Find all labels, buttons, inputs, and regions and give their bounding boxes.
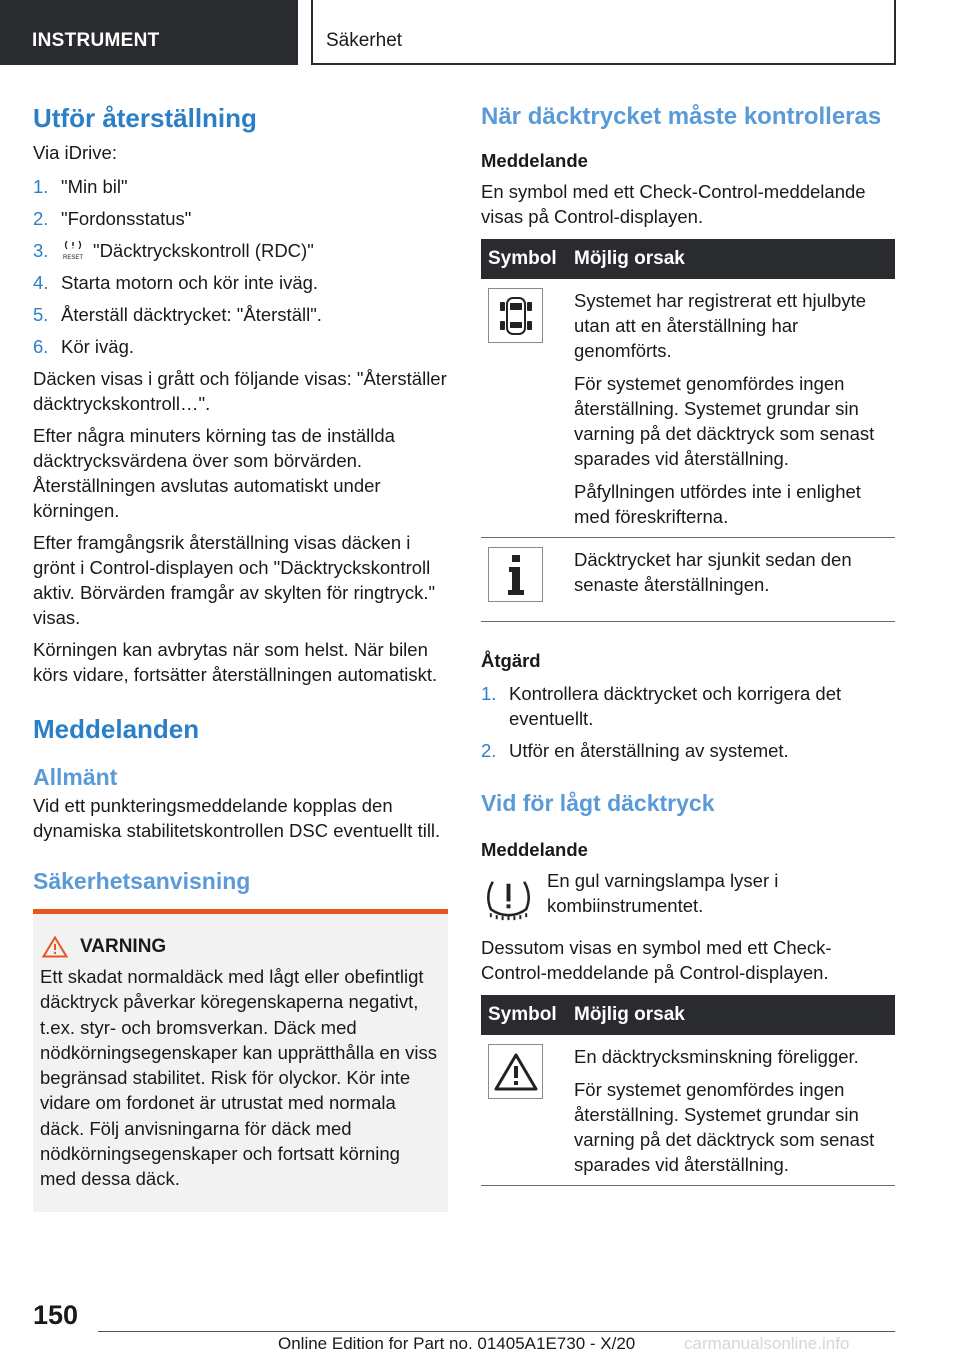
general-text: Vid ett punkteringsmeddelande kopplas den dynamiska stabilitetskontrollen DSC eventuellt till. [33, 795, 441, 841]
col-header-symbol: Symbol [481, 995, 567, 1035]
right-column [481, 100, 895, 1186]
warning-box [33, 909, 448, 1212]
message-text: En symbol med ett Check-Control-meddelande visas på Control-displayen. [481, 181, 866, 227]
edition-text: Online Edition for Part no. 01405A1E730 - X/20 [278, 1334, 636, 1353]
tyre-reset-icon [61, 239, 85, 261]
body-text: Efter framgångsrik återställning visas däcken i grönt i Control-displayen och "Däcktryckskontroll aktiv. Börvärden framgår av skylten för ringtryck." visas. [33, 532, 436, 628]
reset-heading: Utför återställning [33, 103, 257, 133]
cause-text: Påfyllningen utfördes inte i enlighet med föreskrifterna. [574, 481, 861, 527]
general-heading: Allmänt [33, 764, 118, 790]
cause-text: För systemet genomfördes ingen återställning. Systemet grundar sin varning på det däcktryck som senast sparades vid återställning. [574, 373, 875, 469]
left-column [33, 100, 448, 1212]
message-label: Meddelande [481, 839, 588, 860]
col-header-cause: Möjlig orsak [567, 239, 895, 279]
symbol-table [481, 995, 895, 1186]
body-text: Körningen kan avbrytas när som helst. När bilen körs vidare, fortsätter återställningen automatiskt. [33, 639, 438, 685]
list-item: 6. Kör iväg. [33, 336, 135, 357]
table-row [481, 538, 895, 622]
warning-text: Ett skadat normaldäck med lågt eller obefintligt däcktryck påverkar köregenskaperna negativt, t.ex. styr- och bromsverkan. Däck med nödkörningsegenskaper kan upprätthålla en viss begränsad stabilitet. Risk för olyckor. Kör inte vidare om fordonet är utrustat med normala däck. Följ anvisningarna för däck med nödkörningsegenskaper och fortsatt körning med dessa däck. [40, 966, 437, 1190]
cause-text: Däcktrycket har sjunkit sedan den senaste återställningen. [574, 549, 852, 595]
list-item: 2. Utför en återställning av systemet. [481, 740, 789, 761]
list-item: 5. Återställ däcktrycket: "Återställ". [33, 304, 322, 325]
reset-steps-list [33, 174, 448, 359]
symbol-table [481, 239, 895, 622]
svg-text:RESET: RESET [62, 255, 84, 261]
warning-lamp-row [481, 868, 895, 925]
via-idrive-text: Via iDrive: [33, 142, 117, 163]
table-row [481, 279, 895, 538]
chapter-title: INSTRUMENT [32, 30, 160, 51]
car-tyres-icon [488, 288, 543, 343]
cause-text: Systemet har registrerat ett hjulbyte utan att en återställning har genomförts. [574, 290, 867, 361]
section-header [311, 0, 896, 65]
section-title: Säkerhet [326, 30, 403, 51]
warning-label: VARNING [80, 936, 167, 957]
list-item: 1. "Min bil" [33, 176, 128, 197]
warning-triangle-icon [488, 1044, 543, 1099]
low-pressure-heading: Vid för lågt däcktryck [481, 790, 715, 816]
message-label: Meddelande [481, 150, 588, 171]
action-list [481, 681, 895, 763]
list-item: 1. Kontrollera däcktrycket och korrigera det eventuellt. [481, 683, 842, 729]
safety-heading: Säkerhetsanvisning [33, 868, 251, 894]
lamp-text: En gul varningslampa lyser i kombiinstrumentet. [547, 870, 779, 916]
check-heading: När däcktrycket måste kontrolleras [481, 103, 882, 130]
cause-text: För systemet genomfördes ingen återställning. Systemet grundar sin varning på det däcktryck som senast sparades vid återställning. [574, 1079, 875, 1175]
col-header-cause: Möjlig orsak [567, 995, 895, 1035]
also-text: Dessutom visas en symbol med ett Check-Control-meddelande på Control-displayen. [481, 937, 832, 983]
table-row [481, 1035, 895, 1186]
body-text: Däcken visas i grått och följande visas: "Återställer däcktryckskontroll…". [33, 368, 447, 414]
info-icon [488, 547, 543, 602]
cause-text: En däcktrycksminskning föreligger. [574, 1046, 859, 1067]
body-text: Efter några minuters körning tas de inställda däcktrycksvärdena över som börvärden. Återställningen avslutas automatiskt under körningen. [33, 425, 395, 521]
warning-triangle-icon [42, 936, 68, 958]
page-number: 150 [33, 1300, 79, 1330]
chapter-tab [0, 0, 298, 65]
footer-divider [98, 1331, 895, 1332]
col-header-symbol: Symbol [481, 239, 567, 279]
list-item: 3. RESET "Däcktryckskontroll (RDC)" [33, 240, 314, 261]
messages-heading: Meddelanden [33, 714, 200, 744]
list-item: 4. Starta motorn och kör inte iväg. [33, 272, 319, 293]
list-item: 2. "Fordonsstatus" [33, 208, 192, 229]
watermark: carmanualsonline.info [684, 1334, 850, 1353]
action-label: Åtgärd [481, 650, 541, 671]
tyre-pressure-lamp-icon [481, 870, 536, 925]
